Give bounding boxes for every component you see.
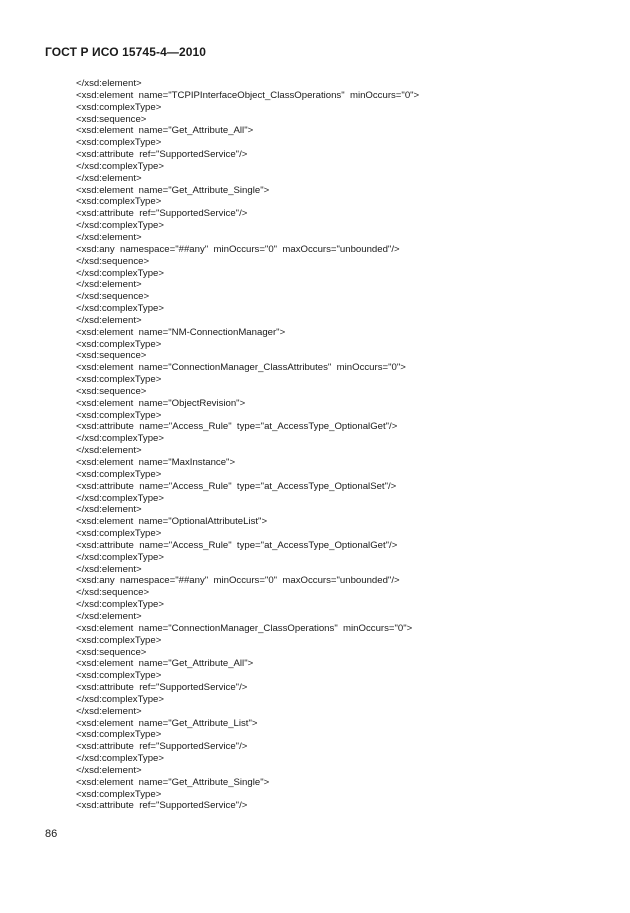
code-line: <xsd:element name="OptionalAttributeList"> <box>76 516 268 528</box>
code-line: <xsd:sequence> <box>76 385 147 397</box>
code-line: <xsd:complexType> <box>76 137 162 149</box>
code-line: <xsd:complexType> <box>76 729 162 741</box>
code-line: </xsd:element> <box>76 610 142 622</box>
code-line: <xsd:attribute ref="SupportedService"/> <box>76 800 248 812</box>
code-line: <xsd:attribute ref="SupportedService"/> <box>76 682 248 694</box>
code-line: </xsd:element> <box>76 279 142 291</box>
code-line: </xsd:sequence> <box>76 587 150 599</box>
code-line: </xsd:complexType> <box>76 220 164 232</box>
code-line: <xsd:complexType> <box>76 670 162 682</box>
document-header: ГОСТ Р ИСО 15745-4—2010 <box>45 45 207 59</box>
code-line: </xsd:complexType> <box>76 303 164 315</box>
code-line: <xsd:complexType> <box>76 101 162 113</box>
code-line: <xsd:element name="TCPIPInterfaceObject_ClassOperations" minOccurs="0"> <box>76 89 420 101</box>
code-line: <xsd:complexType> <box>76 788 162 800</box>
code-line: </xsd:element> <box>76 78 142 89</box>
code-line: <xsd:attribute name="Access_Rule" type="at_AccessType_OptionalGet"/> <box>76 421 398 433</box>
code-line: <xsd:sequence> <box>76 113 147 125</box>
code-line: <xsd:complexType> <box>76 528 162 540</box>
code-line: <xsd:complexType> <box>76 634 162 646</box>
code-line: <xsd:sequence> <box>76 646 147 658</box>
code-line: <xsd:element name="Get_Attribute_All"> <box>76 658 254 670</box>
code-line: <xsd:element name="ConnectionManager_ClassOperations" minOccurs="0"> <box>76 622 413 634</box>
code-line: </xsd:element> <box>76 705 142 717</box>
code-line: <xsd:complexType> <box>76 409 162 421</box>
code-line: </xsd:complexType> <box>76 693 164 705</box>
code-line: </xsd:complexType> <box>76 492 164 504</box>
code-line: </xsd:element> <box>76 231 142 243</box>
code-line: <xsd:element name="Get_Attribute_All"> <box>76 125 254 137</box>
code-line: </xsd:element> <box>76 563 142 575</box>
code-line: </xsd:complexType> <box>76 753 164 765</box>
code-line: <xsd:complexType> <box>76 468 162 480</box>
code-line: <xsd:element name="Get_Attribute_Single"> <box>76 776 270 788</box>
code-line: <xsd:sequence> <box>76 350 147 362</box>
code-line: <xsd:attribute ref="SupportedService"/> <box>76 208 248 220</box>
code-line: <xsd:attribute ref="SupportedService"/> <box>76 149 248 161</box>
code-line: <xsd:complexType> <box>76 374 162 386</box>
code-line: </xsd:element> <box>76 172 142 184</box>
code-line: <xsd:attribute name="Access_Rule" type="at_AccessType_OptionalSet"/> <box>76 480 397 492</box>
code-line: <xsd:any namespace="##any" minOccurs="0" maxOccurs="unbounded"/> <box>76 575 400 587</box>
code-line: </xsd:sequence> <box>76 255 150 267</box>
code-line: </xsd:element> <box>76 504 142 516</box>
code-line: <xsd:element name="Get_Attribute_List"> <box>76 717 258 729</box>
code-line: </xsd:complexType> <box>76 599 164 611</box>
code-line: </xsd:complexType> <box>76 551 164 563</box>
code-line: </xsd:element> <box>76 445 142 457</box>
code-line: <xsd:element name="ConnectionManager_ClassAttributes" minOccurs="0"> <box>76 362 406 374</box>
code-line: <xsd:complexType> <box>76 196 162 208</box>
xsd-code-block <box>76 78 419 812</box>
code-line: </xsd:complexType> <box>76 433 164 445</box>
code-line: </xsd:complexType> <box>76 160 164 172</box>
code-line: <xsd:element name="MaxInstance"> <box>76 457 236 468</box>
code-line: </xsd:element> <box>76 764 142 776</box>
code-line: </xsd:sequence> <box>76 291 150 303</box>
page-number: 86 <box>45 828 58 840</box>
code-line: <xsd:element name="ObjectRevision"> <box>76 397 246 409</box>
code-line: <xsd:attribute name="Access_Rule" type="at_AccessType_OptionalGet"/> <box>76 539 398 551</box>
code-line: <xsd:complexType> <box>76 338 162 350</box>
code-line: <xsd:element name="NM-ConnectionManager"> <box>76 326 286 338</box>
code-line: <xsd:attribute ref="SupportedService"/> <box>76 741 248 753</box>
code-line: </xsd:complexType> <box>76 267 164 279</box>
code-line: </xsd:element> <box>76 314 142 326</box>
code-line: <xsd:element name="Get_Attribute_Single"> <box>76 184 270 196</box>
code-line: <xsd:any namespace="##any" minOccurs="0" maxOccurs="unbounded"/> <box>76 243 400 255</box>
